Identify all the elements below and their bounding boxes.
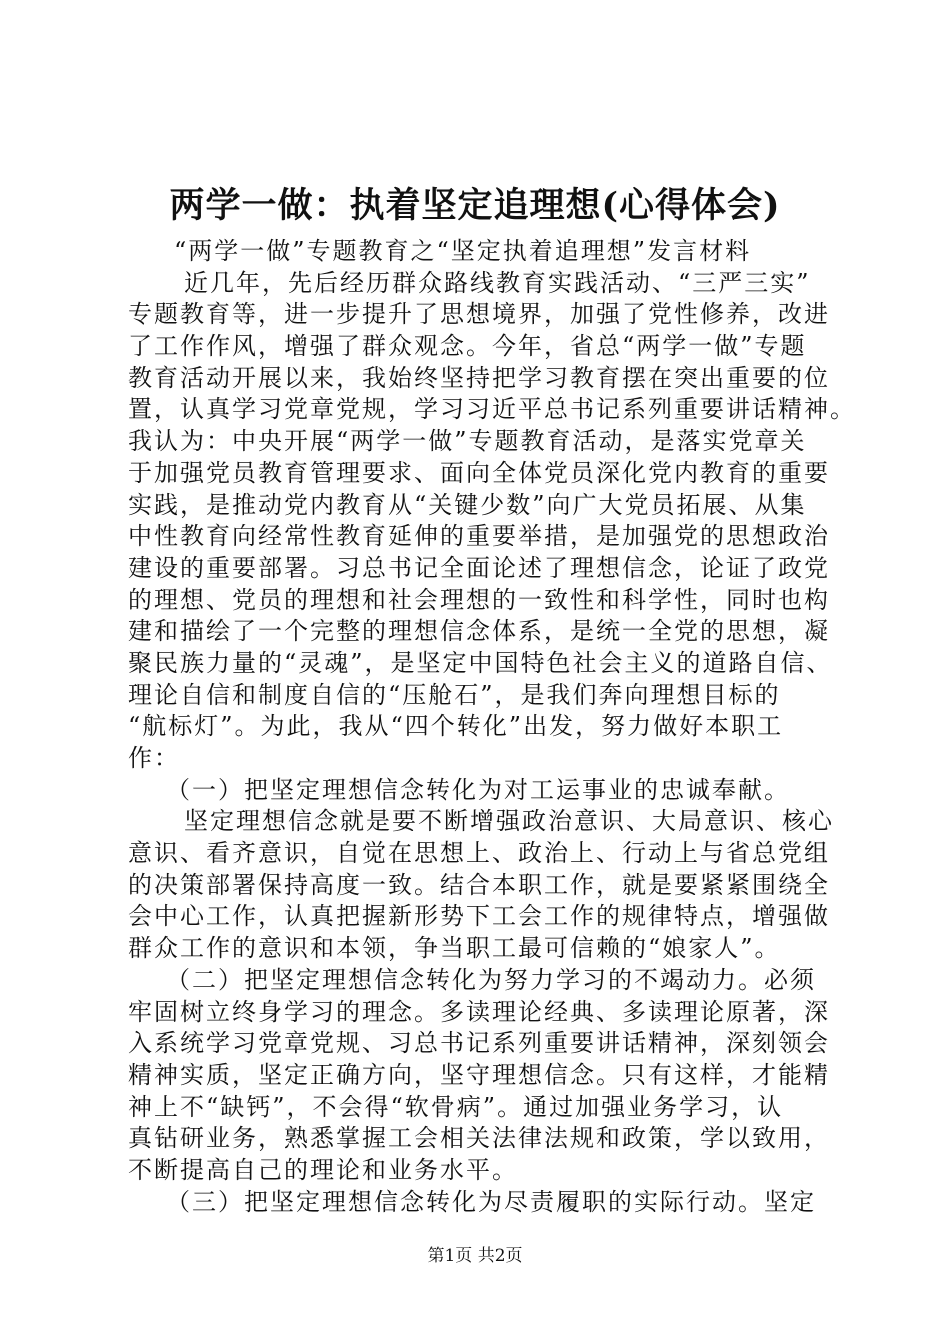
section-heading: （三）把坚定理想信念转化为尽责履职的实际行动。坚定	[166, 1187, 816, 1216]
paragraph-line: 置，认真学习党章党规，学习习近平总书记系列重要讲话精神。	[128, 395, 856, 424]
paragraph-line: “航标灯”。为此，我从“四个转化”出发，努力做好本职工	[128, 712, 784, 741]
page-number-footer: 第1页 共2页	[427, 1246, 523, 1266]
paragraph-line: 的理想、党员的理想和社会理想的一致性和科学性，同时也构	[128, 585, 830, 614]
paragraph-line: 我认为：中央开展“两学一做”专题教育活动，是落实党章关	[128, 427, 807, 456]
paragraph-line: 精神实质，坚定正确方向，坚守理想信念。只有这样，才能精	[128, 1060, 830, 1089]
section-heading: （二）把坚定理想信念转化为努力学习的不竭动力。必须	[166, 965, 816, 994]
document-title: 两学一做：执着坚定追理想(心得体会)	[169, 185, 781, 226]
document-body	[128, 236, 856, 1218]
paragraph-line: 聚民族力量的“灵魂”，是坚定中国特色社会主义的道路自信、	[128, 648, 833, 677]
section-heading: （一）把坚定理想信念转化为对工运事业的忠诚奉献。	[166, 775, 790, 804]
paragraph-line: 近几年，先后经历群众路线教育实践活动、“三严三实”	[184, 268, 811, 297]
paragraph-line: 了工作作风，增强了群众观念。今年，省总“两学一做”专题	[128, 332, 807, 361]
paragraph-line: 群众工作的意识和本领，争当职工最可信赖的“娘家人”。	[128, 934, 781, 963]
paragraph-line: 中性教育向经常性教育延伸的重要举措，是加强党的思想政治	[128, 522, 830, 551]
paragraph-line: 建和描绘了一个完整的理想信念体系，是统一全党的思想，凝	[128, 617, 830, 646]
paragraph-line: 作：	[128, 744, 180, 772]
paragraph-line: 不断提高自己的理论和业务水平。	[128, 1155, 518, 1184]
paragraph-line: 的决策部署保持高度一致。结合本职工作，就是要紧紧围绕全	[128, 870, 830, 899]
document-subtitle: “两学一做”专题教育之“坚定执着追理想”发言材料	[174, 237, 752, 265]
paragraph-line: 理论自信和制度自信的“压舱石”，是我们奔向理想目标的	[128, 680, 781, 709]
paragraph-line: 真钻研业务，熟悉掌握工会相关法律法规和政策，学以致用，	[128, 1124, 830, 1153]
paragraph-line: 建设的重要部署。习总书记全面论述了理想信念，论证了政党	[128, 553, 830, 582]
paragraph-line: 神上不“缺钙”，不会得“软骨病”。通过加强业务学习，认	[128, 1092, 784, 1121]
paragraph-line: 于加强党员教育管理要求、面向全体党员深化党内教育的重要	[128, 458, 830, 487]
paragraph-line: 入系统学习党章党规、习总书记系列重要讲话精神，深刻领会	[128, 1029, 830, 1058]
paragraph-line: 专题教育等，进一步提升了思想境界，加强了党性修养，改进	[128, 300, 830, 329]
paragraph-line: 教育活动开展以来，我始终坚持把学习教育摆在突出重要的位	[128, 363, 830, 392]
paragraph-line: 意识、看齐意识，自觉在思想上、政治上、行动上与省总党组	[128, 839, 830, 868]
paragraph-line: 实践，是推动党内教育从“关键少数”向广大党员拓展、从集	[128, 490, 807, 519]
paragraph-line: 坚定理想信念就是要不断增强政治意识、大局意识、核心	[184, 807, 834, 836]
paragraph-line: 会中心工作，认真把握新形势下工会工作的规律特点，增强做	[128, 902, 830, 931]
paragraph-line: 牢固树立终身学习的理念。多读理论经典、多读理论原著，深	[128, 997, 830, 1026]
